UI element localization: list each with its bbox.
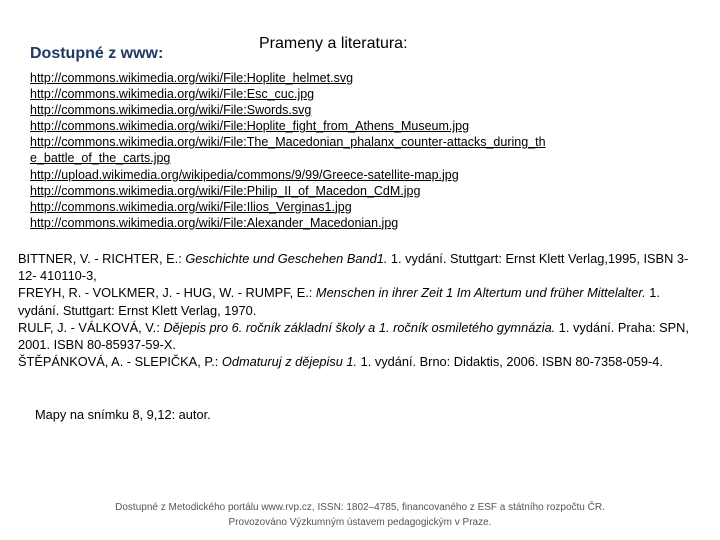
reference-item bbox=[18, 250, 700, 284]
source-link[interactable]: http://commons.wikimedia.org/wiki/File:Philip_II_of_Macedon_CdM.jpg bbox=[30, 183, 421, 198]
reference-details: 1. vydání. Brno: Didaktis, 2006. ISBN 80-7358-059-4. bbox=[357, 354, 663, 370]
source-link[interactable]: http://commons.wikimedia.org/wiki/File:The_Macedonian_phalanx_counter-attacks_during_the_battle_of_the_carts.jpg bbox=[30, 135, 546, 166]
reference-title: Dějepis pro 6. ročník základní školy a 1. ročník osmiletého gymnázia. bbox=[163, 319, 556, 335]
source-link[interactable]: http://commons.wikimedia.org/wiki/File:Hoplite_fight_from_Athens_Museum.jpg bbox=[30, 119, 470, 134]
link-list bbox=[30, 70, 550, 231]
reference-details: 1. vydání. Stuttgart: Ernst Klett Verlag,1995, ISBN 3-12- 410110-3, bbox=[18, 251, 689, 284]
reference-authors: ŠTĚPÁNKOVÁ, A. - SLEPIČKA, P.: bbox=[18, 354, 222, 370]
reference-item bbox=[18, 353, 700, 370]
reference-item bbox=[18, 319, 700, 353]
reference-list bbox=[18, 250, 700, 370]
source-link[interactable]: http://commons.wikimedia.org/wiki/File:Ilios_Verginas1.jpg bbox=[30, 199, 352, 214]
page-title: Prameny a literatura: bbox=[259, 35, 408, 52]
maps-note: Mapy na snímku 8, 9,12: autor. bbox=[35, 407, 211, 422]
reference-title: Geschichte und Geschehen Band1. bbox=[185, 251, 388, 266]
reference-title: Odmaturuj z dějepisu 1. bbox=[221, 354, 358, 370]
source-link[interactable]: http://commons.wikimedia.org/wiki/File:Swords.svg bbox=[30, 103, 312, 118]
reference-details: 1. vydání. Praha: SPN, 2001. ISBN 80-85937-59-X. bbox=[18, 319, 689, 353]
footer-line: Provozováno Výzkumným ústavem pedagogickým v Praze. bbox=[228, 517, 492, 528]
section-subtitle: Dostupné z www: bbox=[30, 45, 164, 62]
source-link[interactable]: http://upload.wikimedia.org/wikipedia/commons/9/99/Greece-satellite-map.jpg bbox=[30, 167, 459, 182]
reference-authors: RULF, J. - VÁLKOVÁ, V.: bbox=[18, 319, 164, 335]
reference-authors: FREYH, R. - VOLKMER, J. - HUG, W. - RUMPF, E.: bbox=[18, 285, 316, 301]
source-link[interactable]: http://commons.wikimedia.org/wiki/File:Hoplite_helmet.svg bbox=[30, 71, 354, 85]
source-link[interactable]: http://commons.wikimedia.org/wiki/File:Alexander_Macedonian.jpg bbox=[30, 215, 399, 230]
source-link[interactable]: http://commons.wikimedia.org/wiki/File:Esc_cuc.jpg bbox=[30, 87, 315, 102]
reference-item bbox=[18, 284, 700, 318]
reference-title: Menschen in ihrer Zeit 1 Im Altertum und früher Mittelalter. bbox=[315, 285, 646, 301]
reference-authors: BITTNER, V. - RICHTER, E.: bbox=[18, 251, 186, 266]
reference-details: 1. vydání. Stuttgart: Ernst Klett Verlag, 1970. bbox=[18, 285, 660, 318]
footer bbox=[0, 500, 720, 530]
footer-line: Dostupné z Metodického portálu www.rvp.cz, ISSN: 1802–4785, financovaného z ESF a státního rozpočtu ČR. bbox=[115, 502, 605, 513]
